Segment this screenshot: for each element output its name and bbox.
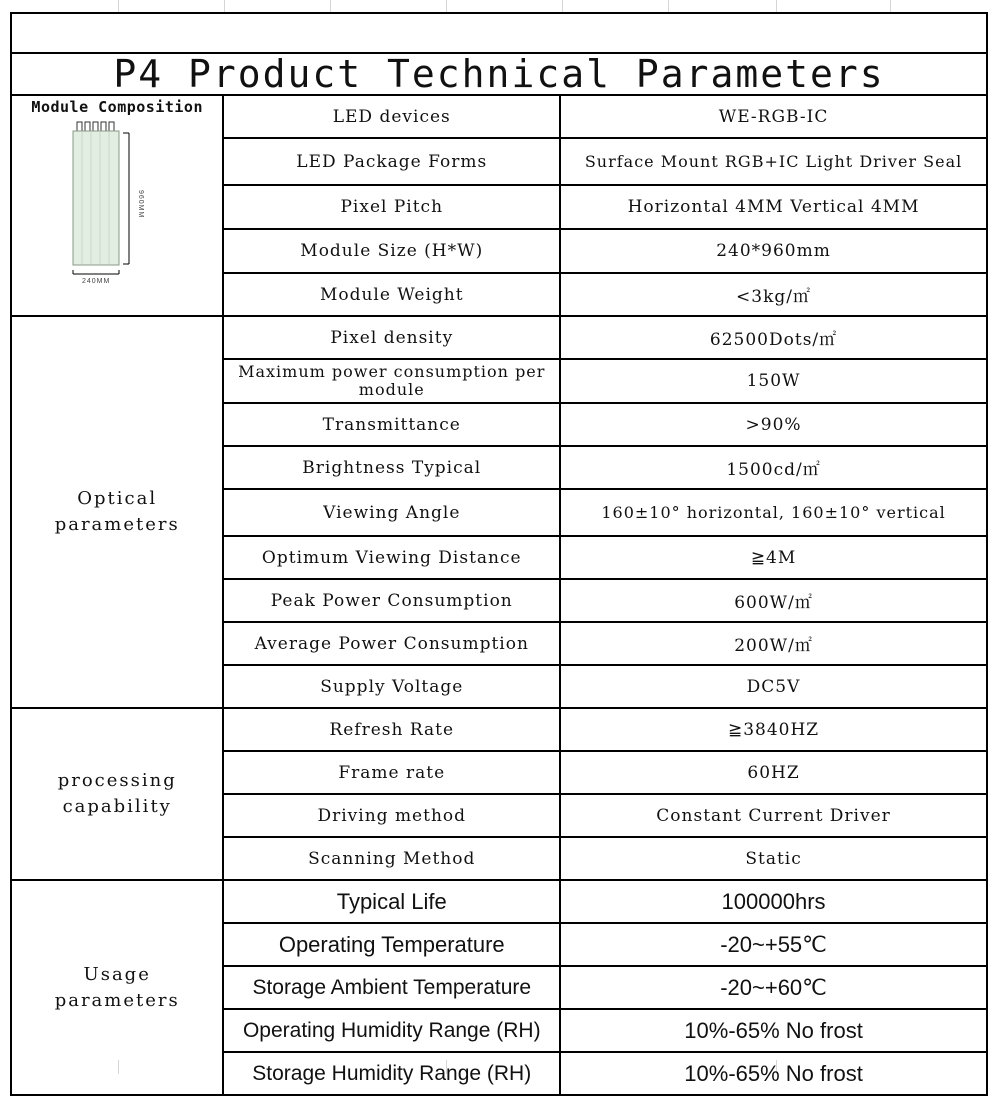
param-value: ≧3840HZ <box>560 708 987 751</box>
module-composition-cell <box>11 95 223 316</box>
param-name: Driving method <box>223 794 560 837</box>
param-value: ≧4M <box>560 536 987 579</box>
table-row <box>11 316 987 359</box>
param-name: Optimum Viewing Distance <box>223 536 560 579</box>
param-name: Module Size (H*W) <box>223 229 560 273</box>
param-name: Average Power Consumption <box>223 622 560 665</box>
group-label-processing: processing capability <box>11 708 223 880</box>
param-name: Module Weight <box>223 273 560 316</box>
param-name: Brightness Typical <box>223 446 560 489</box>
table-row <box>11 880 987 923</box>
param-value: >90% <box>560 403 987 446</box>
param-value: -20~+55℃ <box>560 923 987 966</box>
blank-row <box>11 13 987 53</box>
module-width-label: 240MM <box>82 278 111 285</box>
param-name: Maximum power consumption per module <box>223 359 560 403</box>
module-diagram-icon <box>67 120 167 286</box>
param-value: 10%-65% No frost <box>560 1052 987 1095</box>
param-value: 600W/㎡ <box>560 579 987 622</box>
param-name: Viewing Angle <box>223 489 560 536</box>
param-name: Peak Power Consumption <box>223 579 560 622</box>
group-label-optical: Optical parameters <box>11 316 223 708</box>
param-value: 240*960mm <box>560 229 987 273</box>
param-value: 150W <box>560 359 987 403</box>
param-name: LED Package Forms <box>223 138 560 185</box>
param-value: Horizontal 4MM Vertical 4MM <box>560 185 987 229</box>
param-value: 200W/㎡ <box>560 622 987 665</box>
param-value: 1500cd/㎡ <box>560 446 987 489</box>
table-row <box>11 95 987 138</box>
module-height-label: 960MM <box>137 190 145 219</box>
param-name: Storage Ambient Temperature <box>223 966 560 1009</box>
param-value: WE-RGB-IC <box>560 95 987 138</box>
param-name: Pixel density <box>223 316 560 359</box>
param-value: 100000hrs <box>560 880 987 923</box>
param-name: Scanning Method <box>223 837 560 880</box>
param-value: 160±10° horizontal, 160±10° vertical <box>560 489 987 536</box>
title-row <box>11 53 987 95</box>
param-value: -20~+60℃ <box>560 966 987 1009</box>
param-name: Typical Life <box>223 880 560 923</box>
group-label-usage: Usage parameters <box>11 880 223 1095</box>
param-name: Frame rate <box>223 751 560 794</box>
param-name: Transmittance <box>223 403 560 446</box>
param-value: 10%-65% No frost <box>560 1009 987 1052</box>
parameters-table <box>10 12 988 1096</box>
param-value: DC5V <box>560 665 987 708</box>
param-name: LED devices <box>223 95 560 138</box>
param-value: Constant Current Driver <box>560 794 987 837</box>
param-name: Operating Temperature <box>223 923 560 966</box>
blank-cell <box>11 13 987 53</box>
param-name: Pixel Pitch <box>223 185 560 229</box>
param-name: Supply Voltage <box>223 665 560 708</box>
param-value: 60HZ <box>560 751 987 794</box>
param-name: Operating Humidity Range (RH) <box>223 1009 560 1052</box>
page-title: P4 Product Technical Parameters <box>11 53 987 95</box>
module-composition-label: Module Composition <box>31 98 203 116</box>
param-name: Refresh Rate <box>223 708 560 751</box>
table-row <box>11 708 987 751</box>
param-name: Storage Humidity Range (RH) <box>223 1052 560 1095</box>
param-value: Surface Mount RGB+IC Light Driver Seal <box>560 138 987 185</box>
param-value: 62500Dots/㎡ <box>560 316 987 359</box>
param-value: <3kg/㎡ <box>560 273 987 316</box>
param-value: Static <box>560 837 987 880</box>
